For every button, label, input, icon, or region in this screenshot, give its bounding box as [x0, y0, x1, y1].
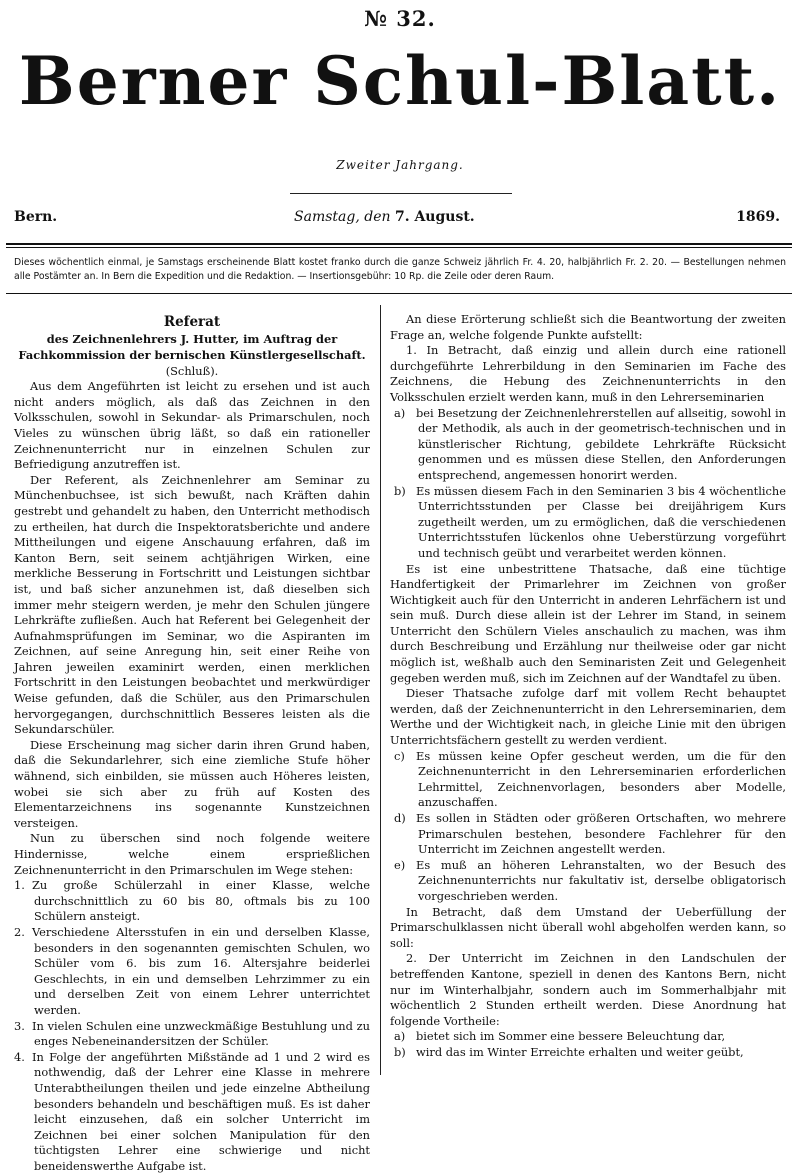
list-marker: b)	[394, 483, 406, 498]
list-item	[390, 811, 786, 858]
article-heading: Referat	[163, 314, 221, 330]
list-item	[390, 406, 786, 484]
list-item-text: In vielen Schulen eine unzweckmäßige Bestuhlung und zu enges Nebeneinandersitzen der Schüler.	[32, 1018, 370, 1049]
paragraph: Der Referent, als Zeichnenlehrer am Seminar zu Münchenbuchsee, ist sich bewußt, nach Kräften dahin gestrebt und gehandelt zu haben, den Unterricht methodisch zu ertheilen, hat durch die Inspektoratsberichte und andere Mittheilungen und eigene Anschauung erfahren, daß im Kanton Bern, seit seinem achtjährigen Wirken, eine merkliche Besserung in Fortschritt und Leistungen sichtbar ist, und baß sicher anzunehmen ist, daß dieselben sich immer mehr steigern werden, je mehr den Schulen jüngere Lehrkräfte zufließen. Auch hat Referent bei Gelegenheit der Aufnahmsprüfungen im Seminar, wo die Aspiranten im Zeichnen, auf seine Anregung hin, seit einer Reihe von Jahren jeweilen examinirt werden, einen merklichen Fortschritt in den Leistungen beobachtet und merkwürdiger Weise gefunden, daß die Schüler, aus den Primarschulen hervorgegangen, durchschnittlich Besseres leisten als die Sekundarschüler.	[14, 472, 370, 737]
article-continuation-note: (Schluß).	[165, 364, 219, 379]
place: Bern.	[14, 209, 58, 225]
divider	[6, 243, 792, 245]
subscription-notice: Dieses wöchentlich einmal, je Samstags erscheinende Blatt kostet franko durch die ganze Schweiz jährlich Fr. 4. 20, halbjährlich Fr. 2. 20. — Bestellungen nehmen alle Postämter an. In Bern die Expedition und die Redaktion. — Insertionsgebühr: 10 Rp. die Zeile oder deren Raum.	[14, 257, 786, 282]
list-item-text: Es sollen in Städten oder größeren Ortschaften, wo mehrere Primarschulen bestehen, besondere Fachlehrer für den Unterricht im Zeichnen angestellt werden.	[416, 811, 786, 857]
list-item-text: Es muß an höheren Lehranstalten, wo der Besuch des Zeichnenunterrichts nur fakultativ ist, derselbe obligatorisch vorgeschrieben werden.	[416, 857, 786, 903]
date-day: 7. August.	[394, 209, 475, 225]
list-marker: 4.	[14, 1049, 25, 1064]
list-marker: b)	[394, 1044, 406, 1059]
newspaper-title: Berner Schul-Blatt.	[18, 42, 782, 120]
volume-subtitle: Zweiter Jahrgang.	[336, 158, 464, 172]
list-item	[390, 749, 786, 811]
list-item-text: Verschiedene Altersstufen in ein und derselben Klasse, besonders in den sogenannten gemischten Schulen, wo Schüler vom 6. bis zum 16. Altersjahre beiderlei Geschlechts, in ein und demselben Lehrzimmer zu ein und derselben Zeit von einem Lehrer unterrichtet werden.	[32, 924, 370, 1017]
divider	[6, 247, 792, 248]
list-item	[390, 1045, 786, 1061]
list-item	[14, 1050, 370, 1174]
list-item-text: bietet sich im Sommer eine bessere Beleuchtung dar,	[416, 1029, 726, 1044]
paragraph: Dieser Thatsache zufolge darf mit vollem Recht behauptet werden, daß der Zeichnenunterricht in den Lehrerseminarien, dem Werthe und der Wichtigkeit nach, in gleiche Linie mit den übrigen Unterrichtsfächern gestellt zu werden verdient.	[390, 686, 786, 748]
list-item-text: bei Besetzung der Zeichnenlehrerstellen auf allseitig, sowohl in der Methodik, als auch in der geometrisch-technischen und in künstlerischer Richtung, gebildete Lehrkräfte Rücksicht genommen und es müssen diese Stellen, den Anforderungen entsprechend, angemessen honorirt werden.	[416, 405, 786, 482]
date	[294, 209, 475, 225]
paragraph: 1. In Betracht, daß einzig und allein durch eine rationell durchgeführte Lehrerbildung in den Seminarien im Fache des Zeichnens, die Hebung des Zeichnenunterrichts in den Volksschulen erzielt werden kann, muß in den Lehrerseminarien	[390, 343, 786, 404]
list-marker: 2.	[14, 924, 25, 939]
date-prefix: Samstag, den	[294, 209, 395, 225]
divider	[290, 193, 512, 194]
year: 1869.	[736, 209, 780, 225]
paragraph: Diese Erscheinung mag sicher darin ihren Grund haben, daß die Sekundarlehrer, sich eine ziemliche Stufe höher wähnend, sich einbilden, sie müssen auch Höheres leisten, wobei sie sich aber zu früh auf Kosten des Elementarzeichnens ins sogenannte Kunstzeichnen versteigen.	[14, 737, 370, 830]
list-item-text: Es müssen keine Opfer gescheut werden, um die für den Zeichnenunterricht in den Lehrerseminarien erforderlichen Lehrmittel, Zeichnenvorlagen, besonders aber Modelle, anzuschaffen.	[416, 748, 786, 810]
list-item-text: Es müssen diesem Fach in den Seminarien 3 bis 4 wöchentliche Unterrichtsstunden per Classe bei dreijährigem Kurs zugetheilt werden, um zu ermöglichen, daß die verschiedenen Unterrichtsstufen lückenlos ohne Ueberstürzung vorgeführt und technisch geübt und verarbeitet werden können.	[416, 483, 786, 560]
paragraph: In Betracht, daß dem Umstand der Ueberfüllung der Primarschulklassen nicht überall wohl abgeholfen werden kann, so soll:	[390, 904, 786, 950]
left-column	[14, 312, 370, 1174]
list-marker: d)	[394, 811, 406, 825]
list-item	[390, 858, 786, 905]
paragraph: Aus dem Angeführten ist leicht zu ersehen und ist auch nicht anders möglich, als daß das Zeichnen in den Volksschulen, sowohl in Sekundar- als Primarschulen, noch Vieles zu wünschen übrig läßt, so daß ein rationeller Zeichnenunterricht nur in einzelnen Schulen zur Befriedigung anzutreffen ist.	[14, 379, 370, 472]
list-item	[14, 1019, 370, 1050]
list-marker: c)	[394, 748, 405, 763]
list-item-text: Zu große Schülerzahl in einer Klasse, welche durchschnittlich zu 60 bis 80, oftmals bis zu 100 Schülern ansteigt.	[32, 878, 370, 924]
dateline	[14, 209, 788, 231]
list-marker: e)	[394, 857, 406, 872]
list-item	[390, 484, 786, 562]
list-item	[390, 1029, 786, 1045]
paragraph: 2. Der Unterricht im Zeichnen in den Landschulen der betreffenden Kantone, speziell in denen des Kantons Bern, nicht nur im Winterhalbjahr, sondern auch im Sommerhalbjahr mit wöchentlich 2 Stunden ertheilt werden. Diese Anordnung hat folgende Vortheile:	[390, 951, 786, 1028]
paragraph: Es ist eine unbestrittene Thatsache, daß eine tüchtige Handfertigkeit der Primarlehrer im Zeichnen von großer Wichtigkeit auch für den Unterricht in anderen Lehrfächern ist und sein muß. Durch diese allein ist der Lehrer im Stand, in seinem Unterricht den Schülern Vieles anschaulich zu machen, was ihm durch Beschreibung und Erzählung nur theilweise oder gar nicht möglich ist, weßhalb auch den Seminaristen Zeit und Gelegenheit gegeben werden muß, sich im Zeichnen auf der Wandtafel zu üben.	[390, 561, 786, 685]
issue-number: № 32.	[364, 6, 436, 31]
list-item-text: In Folge der angeführten Mißstände ad 1 und 2 wird es nothwendig, daß der Lehrer eine Klasse in mehrere Unterabtheilungen theilen und jede einzelne Abtheilung besonders behandeln und beschäftigen muß. Es ist daher leicht einzusehen, daß ein solcher Unterricht im Zeichnen bei einer solchen Manipulation für den tüchtigsten Lehrer eine schwierige und nicht beneidenswerthe Aufgabe ist.	[32, 1049, 370, 1173]
article-subheading: des Zeichnenlehrers J. Hutter, im Auftrag der Fachkommission der bernischen Künstlergesellschaft.	[18, 332, 366, 362]
list-item	[14, 925, 370, 1019]
column-divider	[380, 305, 381, 1075]
list-marker: a)	[394, 405, 406, 420]
paragraph: An diese Erörterung schließt sich die Beantwortung der zweiten Frage an, welche folgende Punkte aufstellt:	[390, 312, 786, 342]
right-column	[390, 312, 786, 1061]
divider	[6, 293, 792, 294]
list-marker: a)	[394, 1029, 406, 1044]
list-item-text: wird das im Winter Erreichte erhalten und weiter geübt,	[416, 1044, 744, 1059]
list-marker: 1.	[14, 878, 25, 893]
list-item	[14, 878, 370, 925]
paragraph: Nun zu überschen sind noch folgende weitere Hindernisse, welche einem ersprießlichen Zeichnenunterricht in den Primarschulen im Wege stehen:	[14, 831, 370, 877]
list-marker: 3.	[14, 1018, 25, 1033]
